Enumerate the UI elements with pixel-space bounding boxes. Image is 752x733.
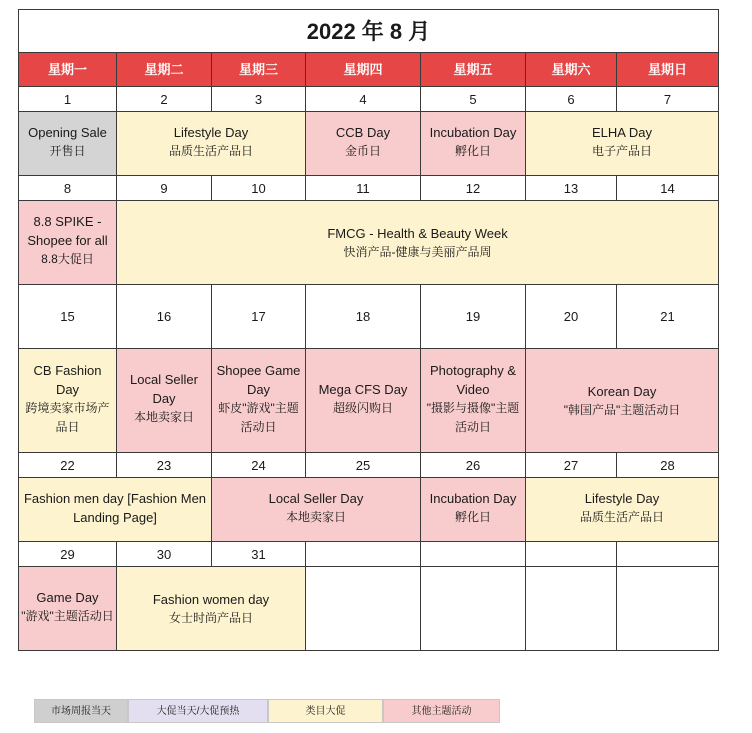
empty-cell [526,567,617,651]
event-cell [19,567,117,651]
event-name: Shopee Game Day [216,362,301,397]
event-row [19,201,719,285]
date-cell: 20 [526,285,617,349]
legend-item-market-weekly: 市场周报当天 [34,699,128,723]
empty-cell [421,567,526,651]
event-name-cn: 超级闪购日 [332,400,393,415]
event-name-cn: 女士时尚产品日 [168,610,253,625]
event-name-cn: 快消产品-健康与美丽产品周 [343,244,492,259]
date-cell: 25 [306,453,421,478]
weekday-header: 星期六 [526,53,617,87]
calendar-table [18,9,719,651]
date-cell: 23 [117,453,212,478]
legend-item-big-promo: 大促当天/大促预热 [128,699,268,723]
event-name: Korean Day [587,383,657,399]
date-cell: 7 [617,87,719,112]
event-cell [117,201,719,285]
event-cell [117,567,306,651]
date-cell: 11 [306,176,421,201]
event-name: CB Fashion Day [33,362,102,397]
calendar-title: 2022 年 8 月 [19,10,719,53]
date-row [19,453,719,478]
weekday-header: 星期一 [19,53,117,87]
event-cell [117,349,212,453]
date-cell: 21 [617,285,719,349]
weekday-header: 星期三 [212,53,306,87]
event-name: Incubation Day [429,490,517,506]
event-cell [421,349,526,453]
date-cell: 31 [212,542,306,567]
date-cell: 9 [117,176,212,201]
event-cell [212,349,306,453]
weekday-header: 星期四 [306,53,421,87]
weekday-header: 星期五 [421,53,526,87]
empty-cell [617,567,719,651]
event-name: CCB Day [335,124,391,140]
date-cell: 27 [526,453,617,478]
event-cell [117,112,306,176]
event-name-cn: 8.8大促日 [41,252,94,266]
event-name: Lifestyle Day [173,124,249,140]
date-cell: 12 [421,176,526,201]
date-cell [617,542,719,567]
date-cell: 6 [526,87,617,112]
event-cell [306,112,421,176]
date-cell: 4 [306,87,421,112]
date-cell: 3 [212,87,306,112]
event-cell [421,112,526,176]
date-cell [526,542,617,567]
event-name: Photography & Video [429,362,516,397]
date-cell: 30 [117,542,212,567]
date-row [19,176,719,201]
legend [34,699,500,723]
weekday-header: 星期二 [117,53,212,87]
empty-cell [306,567,421,651]
date-cell: 14 [617,176,719,201]
event-cell [526,112,719,176]
event-cell [526,478,719,542]
event-cell [526,349,719,453]
event-name: 8.8 SPIKE - Shopee for all [27,214,108,248]
date-cell: 22 [19,453,117,478]
event-name-cn: 孵化日 [454,143,491,158]
legend-item-theme-event: 其他主题活动 [383,699,500,723]
event-row [19,478,719,542]
date-cell: 2 [117,87,212,112]
event-row [19,567,719,651]
weekday-header-row [19,53,719,87]
event-name-cn: 本地卖家日 [285,509,346,524]
event-name-cn: "游戏"主题活动日 [21,608,114,623]
date-cell: 18 [306,285,421,349]
event-cell [19,349,117,453]
event-name: Mega CFS Day [318,381,408,397]
date-cell: 26 [421,453,526,478]
event-name: Game Day [36,589,99,605]
event-name: Fashion men day [Fashion Men Landing Page] [23,490,207,525]
event-name-cn: 品质生活产品日 [579,509,664,524]
event-name: Fashion women day [152,591,270,607]
date-cell: 24 [212,453,306,478]
date-cell [421,542,526,567]
date-cell: 15 [19,285,117,349]
event-name-cn: 跨境卖家市场产品日 [25,400,110,434]
event-row [19,112,719,176]
event-name-cn: "韩国产品"主题活动日 [563,402,681,417]
date-cell: 16 [117,285,212,349]
date-row [19,87,719,112]
event-name: FMCG - Health & Beauty Week [327,225,508,241]
date-row [19,542,719,567]
date-cell: 1 [19,87,117,112]
event-row [19,349,719,453]
date-cell: 29 [19,542,117,567]
event-cell [421,478,526,542]
event-name-cn: 虾皮"游戏"主题活动日 [218,400,299,434]
date-cell: 28 [617,453,719,478]
event-cell [306,349,421,453]
date-cell: 19 [421,285,526,349]
date-cell: 13 [526,176,617,201]
event-name-cn: 本地卖家日 [133,410,194,424]
event-name: Local Seller Day [268,490,364,506]
event-name: Incubation Day [429,124,517,140]
event-name-cn: 开售日 [49,143,86,158]
event-name-cn: 金币日 [344,143,381,158]
event-cell [19,478,212,542]
event-cell [19,201,117,285]
date-cell: 17 [212,285,306,349]
event-cell [19,112,117,176]
date-cell: 10 [212,176,306,201]
date-cell: 8 [19,176,117,201]
date-cell: 5 [421,87,526,112]
event-name: Lifestyle Day [584,490,660,506]
event-name-cn: "摄影与摄像"主题活动日 [426,400,520,434]
event-name-cn: 孵化日 [454,509,491,524]
event-name-cn: 品质生活产品日 [168,143,253,158]
date-cell [306,542,421,567]
date-row [19,285,719,349]
event-name: Opening Sale [28,124,107,140]
weekday-header: 星期日 [617,53,719,87]
event-name: ELHA Day [592,124,652,140]
event-name-cn: 电子产品日 [591,143,652,158]
event-name: Local Seller Day [130,372,198,406]
event-cell [212,478,421,542]
legend-item-category-promo: 类目大促 [268,699,383,723]
